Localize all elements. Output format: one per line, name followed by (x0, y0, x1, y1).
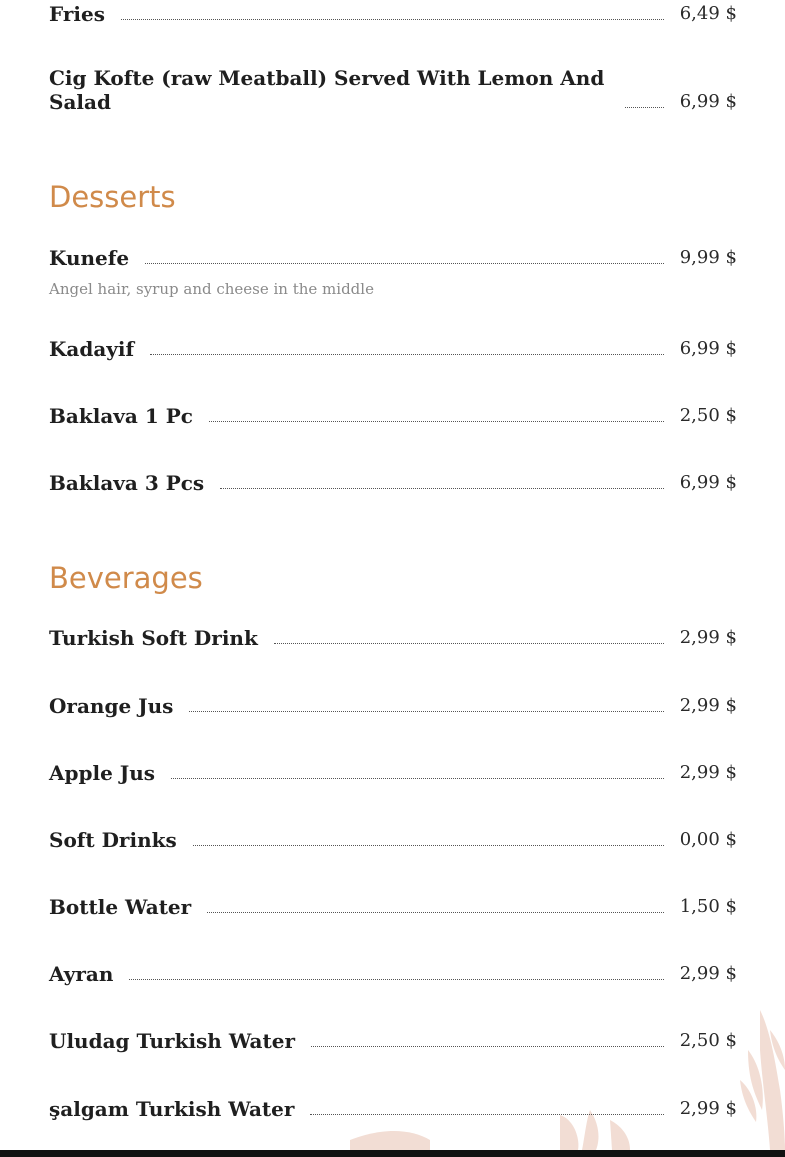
dot-leader (150, 353, 664, 355)
menu-item (49, 337, 737, 361)
menu-item (49, 404, 737, 428)
dot-leader (129, 978, 663, 980)
menu-item (49, 2, 737, 26)
item-name: Cig Kofte (raw Meatball) Served With Lemon And Salad (49, 66, 605, 114)
dot-leader (207, 911, 664, 913)
dot-leader (193, 844, 664, 846)
menu-item (49, 694, 737, 718)
item-name: Bottle Water (49, 895, 192, 919)
menu-item (49, 828, 737, 852)
item-price: 6,49 $ (679, 3, 737, 24)
item-name: Baklava 3 Pcs (49, 471, 205, 495)
menu-item (49, 626, 737, 650)
dot-leader (189, 710, 663, 712)
item-price: 2,99 $ (679, 627, 737, 648)
item-name: şalgam Turkish Water (49, 1097, 295, 1121)
item-name: Soft Drinks (49, 828, 177, 852)
item-name: Fries (49, 2, 105, 26)
menu-item (49, 246, 737, 270)
item-name: Orange Jus (49, 694, 174, 718)
item-price: 9,99 $ (679, 247, 737, 268)
item-price: 6,99 $ (679, 472, 737, 493)
section-title-desserts: Desserts (49, 180, 176, 214)
item-name: Ayran (49, 962, 114, 986)
dot-leader (121, 18, 664, 20)
menu-item (49, 1097, 737, 1121)
bottom-border (0, 1150, 785, 1157)
item-description: Angel hair, syrup and cheese in the middle (49, 280, 374, 298)
item-price: 2,50 $ (679, 1030, 737, 1051)
item-price: 0,00 $ (679, 829, 737, 850)
menu-item (49, 761, 737, 785)
menu-item (49, 962, 737, 986)
item-price: 2,99 $ (679, 1098, 737, 1119)
menu-item (49, 471, 737, 495)
item-name: Kadayif (49, 337, 135, 361)
floral-decoration-icon (0, 990, 785, 1150)
dot-leader (145, 262, 664, 264)
item-price: 2,50 $ (679, 405, 737, 426)
item-price: 6,99 $ (679, 338, 737, 359)
dot-leader (209, 420, 664, 422)
dot-leader (311, 1045, 664, 1047)
item-name: Kunefe (49, 246, 130, 270)
item-name: Apple Jus (49, 761, 156, 785)
item-price: 6,99 $ (679, 91, 737, 112)
dot-leader (625, 106, 664, 108)
item-price: 2,99 $ (679, 762, 737, 783)
item-price: 2,99 $ (679, 963, 737, 984)
dot-leader (310, 1113, 663, 1115)
section-title-beverages: Beverages (49, 561, 203, 595)
menu-item (49, 1029, 737, 1053)
item-name: Baklava 1 Pc (49, 404, 193, 428)
item-price: 2,99 $ (679, 695, 737, 716)
menu-item (49, 66, 737, 114)
item-name: Turkish Soft Drink (49, 626, 258, 650)
dot-leader (274, 642, 664, 644)
item-name: Uludag Turkish Water (49, 1029, 295, 1053)
item-price: 1,50 $ (679, 896, 737, 917)
dot-leader (220, 487, 664, 489)
menu-item (49, 895, 737, 919)
dot-leader (171, 777, 664, 779)
